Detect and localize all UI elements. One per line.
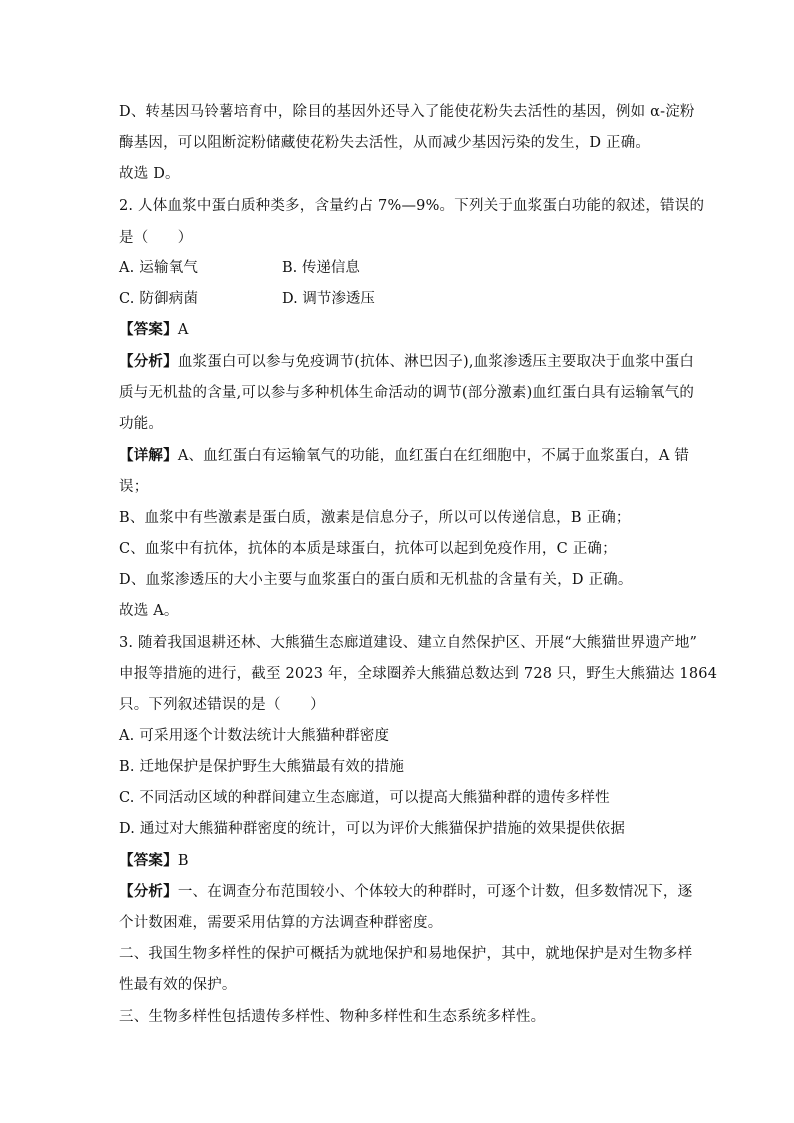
q3-option-c: C. 不同活动区域的种群间建立生态廊道，可以提高大熊猫种群的遗传多样性 xyxy=(119,790,610,806)
analysis-tag: 【分析】 xyxy=(119,883,178,900)
answer-value: A xyxy=(177,322,189,338)
q2-choose: 故选 A。 xyxy=(119,603,179,619)
q2-stem-line1: 2. 人体血浆中蛋白质种类多，含量约占 7%—9%。下列关于血浆蛋白功能的叙述，错误的 xyxy=(119,198,705,214)
q3-analysis-line1 xyxy=(119,882,692,902)
q2-analysis-line1 xyxy=(119,352,694,372)
analysis-tag: 【分析】 xyxy=(119,353,178,370)
q2-option-a: A. 运输氧气 xyxy=(119,260,199,276)
prev-detail-d-line2: 酶基因，可以阻断淀粉储藏使花粉失去活性，从而减少基因污染的发生，D 正确。 xyxy=(119,135,651,151)
q3-option-a: A. 可采用逐个计数法统计大熊猫种群密度 xyxy=(119,728,390,744)
q2-option-d: D. 调节渗透压 xyxy=(282,291,375,307)
q3-option-b: B. 迁地保护是保护野生大熊猫最有效的措施 xyxy=(119,759,405,775)
q3-stem-line1: 3. 随着我国退耕还林、大熊猫生态廊道建设、建立自然保护区、开展“大熊猫世界遗产地” xyxy=(119,635,698,651)
q3-answer xyxy=(119,851,189,871)
prev-choose: 故选 D。 xyxy=(119,166,180,182)
q2-answer xyxy=(119,320,188,340)
answer-tag: 【答案】 xyxy=(119,321,178,338)
q3-stem-line3: 只。下列叙述错误的是（ ） xyxy=(119,697,325,713)
q3-analysis-line4: 性最有效的保护。 xyxy=(119,977,237,993)
q2-detail-d: D、血浆渗透压的大小主要与血浆蛋白的蛋白质和无机盐的含量有关，D 正确。 xyxy=(119,572,633,588)
q3-analysis-line5: 三、生物多样性包括遗传多样性、物种多样性和生态系统多样性。 xyxy=(119,1009,546,1025)
q2-detail-c: C、血浆中有抗体，抗体的本质是球蛋白，抗体可以起到免疫作用，C 正确； xyxy=(119,541,617,557)
q2-option-b: B. 传递信息 xyxy=(282,260,360,276)
q3-analysis-line2: 个计数困难，需要采用估算的方法调查种群密度。 xyxy=(119,915,443,931)
q2-detail-line1 xyxy=(119,446,689,466)
answer-tag: 【答案】 xyxy=(119,852,178,869)
analysis-text: 血浆蛋白可以参与免疫调节(抗体、淋巴因子),血浆渗透压主要取决于血浆中蛋白 xyxy=(177,354,695,370)
q3-stem-line2: 申报等措施的进行，截至 2023 年，全球圈养大熊猫总数达到 728 只，野生大熊猫达 1864 xyxy=(119,666,718,682)
q3-analysis-line3: 二、我国生物多样性的保护可概括为就地保护和易地保护，其中，就地保护是对生物多样 xyxy=(119,946,693,962)
q3-option-d: D. 通过对大熊猫种群密度的统计，可以为评价大熊猫保护措施的效果提供依据 xyxy=(119,821,626,837)
detail-tag: 【详解】 xyxy=(119,447,178,464)
q2-analysis-line2: 质与无机盐的含量,可以参与多种机体生命活动的调节(部分激素)血红蛋白具有运输氧气的 xyxy=(119,385,695,401)
q2-detail-b: B、血浆中有些激素是蛋白质，激素是信息分子，所以可以传递信息，B 正确； xyxy=(119,510,631,526)
answer-value: B xyxy=(177,853,189,869)
q2-stem-line2: 是（ ） xyxy=(119,230,193,246)
q2-analysis-line3: 功能。 xyxy=(119,416,164,432)
analysis-text: 一、在调查分布范围较小、个体较大的种群时，可逐个计数，但多数情况下，逐 xyxy=(177,884,693,900)
q2-detail-line2: 误； xyxy=(119,479,149,495)
detail-text: A、血红蛋白有运输氧气的功能，血红蛋白在红细胞中，不属于血浆蛋白，A 错 xyxy=(177,448,690,464)
q2-option-c: C. 防御病菌 xyxy=(119,291,199,307)
prev-detail-d-line1: D、转基因马铃薯培育中，除目的基因外还导入了能使花粉失去活性的基因，例如 α-淀粉 xyxy=(119,104,695,120)
